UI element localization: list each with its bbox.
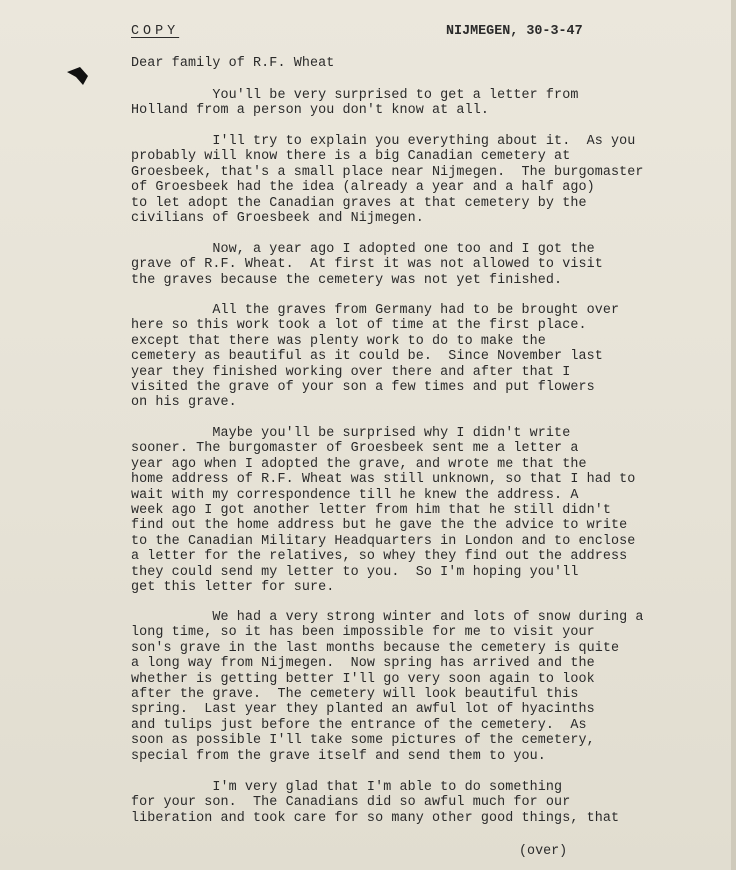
paragraph-2: I'll try to explain you everything about it. As you probably will know there is a big Canadian cemetery at Groesbeek, that's a small place near Nijmegen. The burgomaster of Groesbeek had the idea (already a year and a half ago) to let adopt the Canadian graves at that cemetery by the civilians of Groesbeek and Nijmegen. bbox=[131, 134, 644, 227]
over-label: (over) bbox=[519, 844, 568, 859]
paragraph-1: You'll be very surprised to get a letter from Holland from a person you don't know at all. bbox=[131, 88, 579, 119]
paragraph-6: We had a very strong winter and lots of snow during a long time, so it has been impossible for me to visit your son's grave in the last months because the cemetery is quite a long way from Nijmegen. Now spring has arrived and the whether is getting better I'll go very soon again to look after the grave. The cemetery will look beautiful this spring. Last year they planted an awful lot of hyacinths and tulips just before the entrance of the cemetery. As soon as possible I'll take some pictures of the cemetery, special from the grave itself and send them to you. bbox=[131, 610, 644, 764]
copy-label: COPY bbox=[131, 24, 180, 39]
dateline: NIJMEGEN, 30-3-47 bbox=[446, 24, 583, 39]
paragraph-3: Now, a year ago I adopted one too and I got the grave of R.F. Wheat. At first it was not allowed to visit the graves because the cemetery was not yet finished. bbox=[131, 242, 603, 288]
punch-hole-mark bbox=[66, 66, 90, 86]
page-edge-shadow bbox=[731, 0, 736, 870]
salutation: Dear family of R.F. Wheat bbox=[131, 56, 335, 71]
paragraph-4: All the graves from Germany had to be brought over here so this work took a lot of time at the first place. except that there was plenty work to do to make the cemetery as beautiful as it could be. Since November last year they finished working over there and after that I visited the grave of your son a few times and put flowers on his grave. bbox=[131, 303, 620, 411]
paragraph-5: Maybe you'll be surprised why I didn't write sooner. The burgomaster of Groesbeek sent me a letter a year ago when I adopted the grave, and wrote me that the home address of R.F. Wheat was still unknown, so that I had to wait with my correspondence till he knew the address. A week ago I got another letter from him that he still didn't find out the home address but he gave the the advice to write to the Canadian Military Headquarters in London and to enclose a letter for the relatives, so whey they find out the address they could send my letter to you. So I'm hoping you'll get this letter for sure. bbox=[131, 426, 636, 596]
paragraph-7: I'm very glad that I'm able to do something for your son. The Canadians did so awful much for our liberation and took care for so many other good things, that bbox=[131, 780, 620, 826]
